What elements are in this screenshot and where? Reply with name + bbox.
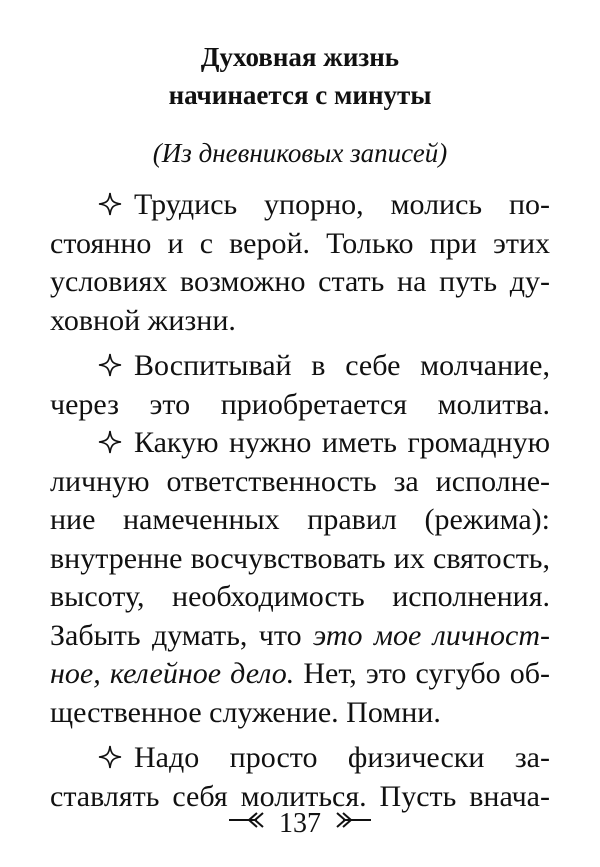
text-line: ставлять себя молиться. Пусть внача- <box>50 779 550 813</box>
text-line: Трудись упорно, молись по- <box>50 186 550 225</box>
text-line: стоянно и с верой. Только при этих <box>50 226 550 260</box>
title-line-1: Духовная жизнь <box>200 42 400 72</box>
text-line: высоту, необходимость исполнения. <box>50 580 550 613</box>
text-line: Какую нужно иметь громадную <box>50 424 550 463</box>
text-line: ние намеченных правил (режима): <box>50 503 550 536</box>
page-title <box>50 38 550 114</box>
page-number: 137 <box>279 808 321 839</box>
page-footer <box>0 805 600 841</box>
subtitle: (Из дневниковых записей) <box>152 138 448 168</box>
text-line: личную ответственность за исполне- <box>50 464 550 498</box>
text-line: ховной жизни. <box>50 303 236 337</box>
text-line: Забыть думать, что это мое личност- <box>50 618 550 652</box>
four-point-star-icon <box>98 347 128 386</box>
text-line: Надо просто физически за- <box>50 739 550 778</box>
text-line: Воспитывай в себе молчание, <box>50 347 550 386</box>
italic-text: ное, келейное дело. <box>50 657 295 690</box>
text-line: внутренне восчувствовать их святость, <box>50 541 550 575</box>
four-point-star-icon <box>98 186 128 225</box>
title-line-2: начинается с минуты <box>168 80 432 110</box>
right-ornament-icon <box>333 805 373 825</box>
paragraph-3 <box>50 424 550 732</box>
text-line: через это приобретается молитва. <box>50 387 550 421</box>
text-line: ное, келейное дело. Нет, это сугубо об- <box>50 657 551 690</box>
paragraph-2 <box>50 347 550 424</box>
text-line: щественное служение. Помни. <box>50 695 441 729</box>
italic-text: это мое личност- <box>313 618 550 652</box>
four-point-star-icon <box>98 424 128 463</box>
text-line: условиях возможно стать на путь ду- <box>50 265 550 298</box>
paragraph-1 <box>50 186 550 340</box>
page <box>50 38 550 816</box>
left-ornament-icon <box>227 805 267 825</box>
four-point-star-icon <box>98 739 128 778</box>
